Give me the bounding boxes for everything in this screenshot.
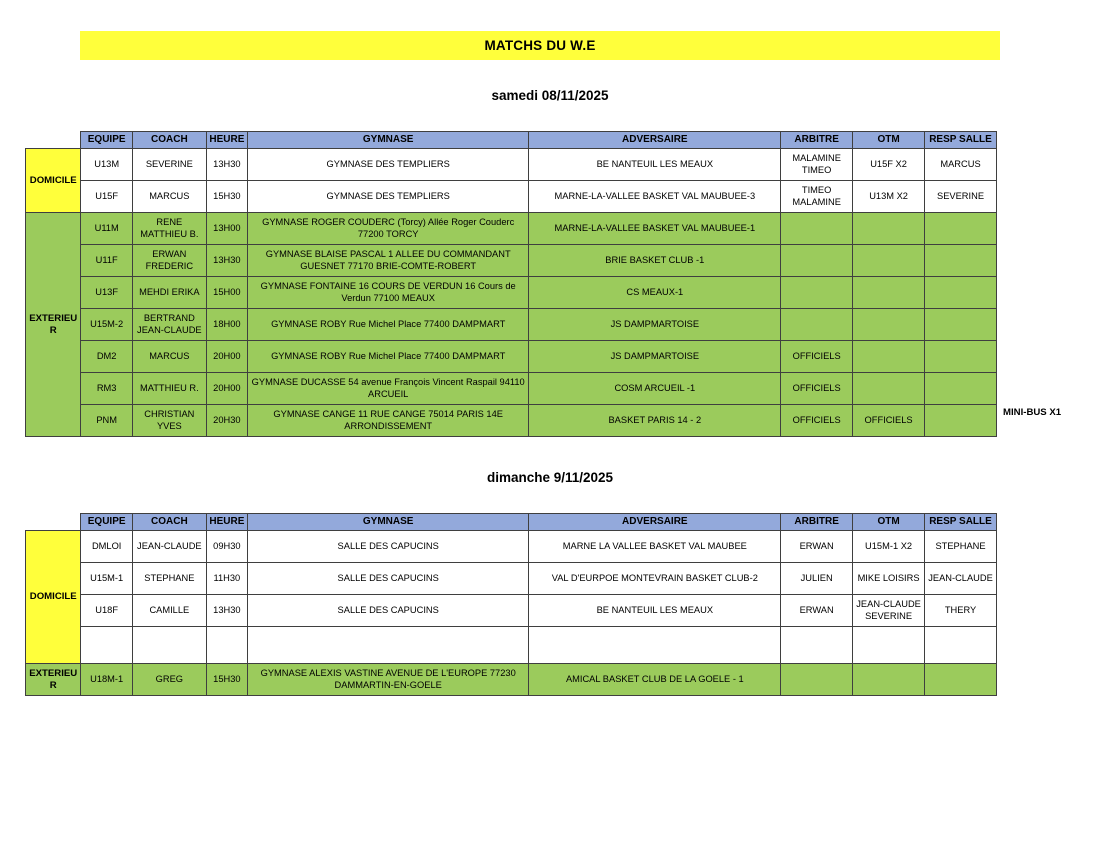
- cell-heure: 09H30: [206, 531, 247, 563]
- table-row: [26, 341, 997, 373]
- day2-title: dimanche 9/11/2025: [486, 470, 614, 485]
- cell-heure: [206, 627, 247, 664]
- cell-arbitre: [781, 277, 853, 309]
- cell-adversaire: BE NANTEUIL LES MEAUX: [529, 149, 781, 181]
- cell-resp-salle: MARCUS: [925, 149, 997, 181]
- cell-gymnase: GYMNASE FONTAINE 16 COURS DE VERDUN 16 Cours de Verdun 77100 MEAUX: [247, 277, 529, 309]
- column-header-adversaire: ADVERSAIRE: [529, 514, 781, 531]
- table-row: [26, 563, 997, 595]
- cell-otm: [853, 309, 925, 341]
- cell-resp-salle: [925, 245, 997, 277]
- cell-coach: BERTRAND JEAN-CLAUDE: [132, 309, 206, 341]
- table-row: [26, 245, 997, 277]
- cell-equipe: U15M-1: [81, 563, 132, 595]
- cell-heure: 20H30: [206, 405, 247, 437]
- column-header-adversaire: ADVERSAIRE: [529, 132, 781, 149]
- cell-coach: MARCUS: [132, 181, 206, 213]
- cell-arbitre: OFFICIELS: [781, 341, 853, 373]
- cell-heure: 13H30: [206, 595, 247, 627]
- cell-otm: [853, 664, 925, 696]
- cell-arbitre: ERWAN: [781, 595, 853, 627]
- cell-adversaire: MARNE-LA-VALLEE BASKET VAL MAUBUEE-1: [529, 213, 781, 245]
- cell-resp-salle: [925, 373, 997, 405]
- cell-otm: [853, 213, 925, 245]
- day1-title: samedi 08/11/2025: [491, 88, 609, 103]
- cell-gymnase: GYMNASE ROGER COUDERC (Torcy) Allée Roger Couderc 77200 TORCY: [247, 213, 529, 245]
- cell-otm: [853, 341, 925, 373]
- table-row: [26, 309, 997, 341]
- cell-gymnase: GYMNASE BLAISE PASCAL 1 ALLEE DU COMMANDANT GUESNET 77170 BRIE-COMTE-ROBERT: [247, 245, 529, 277]
- cell-coach: [132, 627, 206, 664]
- cell-coach: CAMILLE: [132, 595, 206, 627]
- cell-equipe: RM3: [81, 373, 132, 405]
- cell-adversaire: MARNE-LA-VALLEE BASKET VAL MAUBUEE-3: [529, 181, 781, 213]
- cell-coach: MATTHIEU R.: [132, 373, 206, 405]
- cell-otm: [853, 627, 925, 664]
- cell-adversaire: COSM ARCUEIL -1: [529, 373, 781, 405]
- cell-arbitre: [781, 213, 853, 245]
- column-header-coach: COACH: [132, 132, 206, 149]
- cell-gymnase: SALLE DES CAPUCINS: [247, 595, 529, 627]
- cell-adversaire: BASKET PARIS 14 - 2: [529, 405, 781, 437]
- cell-resp-salle: [925, 627, 997, 664]
- cell-resp-salle: SEVERINE: [925, 181, 997, 213]
- cell-resp-salle: THERY: [925, 595, 997, 627]
- cell-resp-salle: [925, 277, 997, 309]
- cell-arbitre: ERWAN: [781, 531, 853, 563]
- cell-coach: CHRISTIAN YVES: [132, 405, 206, 437]
- cell-resp-salle: JEAN-CLAUDE: [925, 563, 997, 595]
- cell-otm: JEAN-CLAUDE SEVERINE: [853, 595, 925, 627]
- cell-coach: JEAN-CLAUDE: [132, 531, 206, 563]
- column-header-gymnase: GYMNASE: [247, 132, 529, 149]
- cell-otm: OFFICIELS: [853, 405, 925, 437]
- cell-resp-salle: [925, 664, 997, 696]
- cell-gymnase: GYMNASE DUCASSE 54 avenue François Vincent Raspail 94110 ARCUEIL: [247, 373, 529, 405]
- column-header-heure: HEURE: [206, 132, 247, 149]
- page-title-banner: [80, 31, 1000, 60]
- cell-otm: U15M-1 X2: [853, 531, 925, 563]
- cell-equipe: DM2: [81, 341, 132, 373]
- cell-arbitre: [781, 245, 853, 277]
- cell-heure: 11H30: [206, 563, 247, 595]
- cell-heure: 20H00: [206, 341, 247, 373]
- cell-gymnase: SALLE DES CAPUCINS: [247, 531, 529, 563]
- cell-gymnase: GYMNASE ROBY Rue Michel Place 77400 DAMPMART: [247, 341, 529, 373]
- cell-equipe: U18F: [81, 595, 132, 627]
- table-row: [26, 277, 997, 309]
- cell-heure: 20H00: [206, 373, 247, 405]
- table-body: [26, 149, 997, 437]
- table-row-empty: [26, 627, 997, 664]
- cell-otm: U15F X2: [853, 149, 925, 181]
- section-label-exterieur: EXTERIEUR: [26, 664, 81, 696]
- cell-equipe: DMLOI: [81, 531, 132, 563]
- column-header-equipe: EQUIPE: [81, 132, 132, 149]
- table-header-row: [26, 514, 997, 531]
- cell-resp-salle: STEPHANE: [925, 531, 997, 563]
- column-header-equipe: EQUIPE: [81, 514, 132, 531]
- table-row: [26, 149, 997, 181]
- column-header-otm: OTM: [853, 514, 925, 531]
- cell-arbitre: TIMEO MALAMINE: [781, 181, 853, 213]
- cell-adversaire: AMICAL BASKET CLUB DE LA GOELE - 1: [529, 664, 781, 696]
- cell-equipe: PNM: [81, 405, 132, 437]
- table-body: [26, 531, 997, 696]
- column-header-resp-salle: RESP SALLE: [925, 132, 997, 149]
- table-row: [26, 531, 997, 563]
- cell-equipe: U18M-1: [81, 664, 132, 696]
- cell-adversaire: BRIE BASKET CLUB -1: [529, 245, 781, 277]
- cell-coach: SEVERINE: [132, 149, 206, 181]
- cell-adversaire: BE NANTEUIL LES MEAUX: [529, 595, 781, 627]
- table-row: [26, 405, 997, 437]
- cell-resp-salle: [925, 309, 997, 341]
- column-header-heure: HEURE: [206, 514, 247, 531]
- cell-coach: GREG: [132, 664, 206, 696]
- cell-otm: [853, 277, 925, 309]
- table-row: [26, 664, 997, 696]
- cell-gymnase: GYMNASE ROBY Rue Michel Place 77400 DAMPMART: [247, 309, 529, 341]
- minibus-note: MINI-BUS X1: [1003, 407, 1062, 418]
- cell-equipe: U13F: [81, 277, 132, 309]
- table-row: [26, 595, 997, 627]
- cell-arbitre: OFFICIELS: [781, 405, 853, 437]
- header-spacer: [26, 132, 81, 149]
- cell-heure: 18H00: [206, 309, 247, 341]
- cell-heure: 13H00: [206, 213, 247, 245]
- header-spacer: [26, 514, 81, 531]
- cell-adversaire: [529, 627, 781, 664]
- cell-adversaire: MARNE LA VALLEE BASKET VAL MAUBEE: [529, 531, 781, 563]
- cell-gymnase: [247, 627, 529, 664]
- cell-equipe: U15F: [81, 181, 132, 213]
- cell-heure: 13H30: [206, 245, 247, 277]
- cell-coach: ERWAN FREDERIC: [132, 245, 206, 277]
- cell-coach: MARCUS: [132, 341, 206, 373]
- cell-equipe: U13M: [81, 149, 132, 181]
- cell-equipe: U11M: [81, 213, 132, 245]
- cell-resp-salle: [925, 341, 997, 373]
- cell-arbitre: MALAMINE TIMEO: [781, 149, 853, 181]
- column-header-gymnase: GYMNASE: [247, 514, 529, 531]
- column-header-resp-salle: RESP SALLE: [925, 514, 997, 531]
- cell-coach: RENE MATTHIEU B.: [132, 213, 206, 245]
- column-header-coach: COACH: [132, 514, 206, 531]
- section-label-domicile: DOMICILE: [26, 149, 81, 213]
- column-header-otm: OTM: [853, 132, 925, 149]
- cell-equipe: [81, 627, 132, 664]
- cell-heure: 15H00: [206, 277, 247, 309]
- table-row: [26, 181, 997, 213]
- cell-resp-salle: [925, 405, 997, 437]
- cell-gymnase: GYMNASE DES TEMPLIERS: [247, 149, 529, 181]
- page-title: MATCHS DU W.E: [484, 38, 596, 53]
- cell-gymnase: GYMNASE CANGE 11 RUE CANGE 75014 PARIS 14E ARRONDISSEMENT: [247, 405, 529, 437]
- cell-heure: 13H30: [206, 149, 247, 181]
- cell-arbitre: [781, 309, 853, 341]
- cell-equipe: U15M-2: [81, 309, 132, 341]
- section-label-domicile: DOMICILE: [26, 531, 81, 664]
- cell-otm: MIKE LOISIRS: [853, 563, 925, 595]
- cell-otm: U13M X2: [853, 181, 925, 213]
- column-header-arbitre: ARBITRE: [781, 514, 853, 531]
- cell-arbitre: JULIEN: [781, 563, 853, 595]
- cell-coach: STEPHANE: [132, 563, 206, 595]
- cell-adversaire: JS DAMPMARTOISE: [529, 341, 781, 373]
- cell-arbitre: [781, 664, 853, 696]
- cell-otm: [853, 245, 925, 277]
- cell-adversaire: JS DAMPMARTOISE: [529, 309, 781, 341]
- cell-adversaire: VAL D'EURPOE MONTEVRAIN BASKET CLUB-2: [529, 563, 781, 595]
- cell-heure: 15H30: [206, 664, 247, 696]
- cell-equipe: U11F: [81, 245, 132, 277]
- cell-heure: 15H30: [206, 181, 247, 213]
- table-row: [26, 373, 997, 405]
- cell-resp-salle: [925, 213, 997, 245]
- cell-arbitre: OFFICIELS: [781, 373, 853, 405]
- section-label-exterieur: EXTERIEUR: [26, 213, 81, 437]
- cell-gymnase: GYMNASE DES TEMPLIERS: [247, 181, 529, 213]
- table-row: [26, 213, 997, 245]
- cell-gymnase: SALLE DES CAPUCINS: [247, 563, 529, 595]
- cell-otm: [853, 373, 925, 405]
- schedule-table-saturday: [25, 131, 997, 437]
- cell-coach: MEHDI ERIKA: [132, 277, 206, 309]
- column-header-arbitre: ARBITRE: [781, 132, 853, 149]
- table-header-row: [26, 132, 997, 149]
- schedule-table-sunday: [25, 513, 997, 696]
- cell-gymnase: GYMNASE ALEXIS VASTINE AVENUE DE L'EUROPE 77230 DAMMARTIN-EN-GOELE: [247, 664, 529, 696]
- cell-adversaire: CS MEAUX-1: [529, 277, 781, 309]
- cell-arbitre: [781, 627, 853, 664]
